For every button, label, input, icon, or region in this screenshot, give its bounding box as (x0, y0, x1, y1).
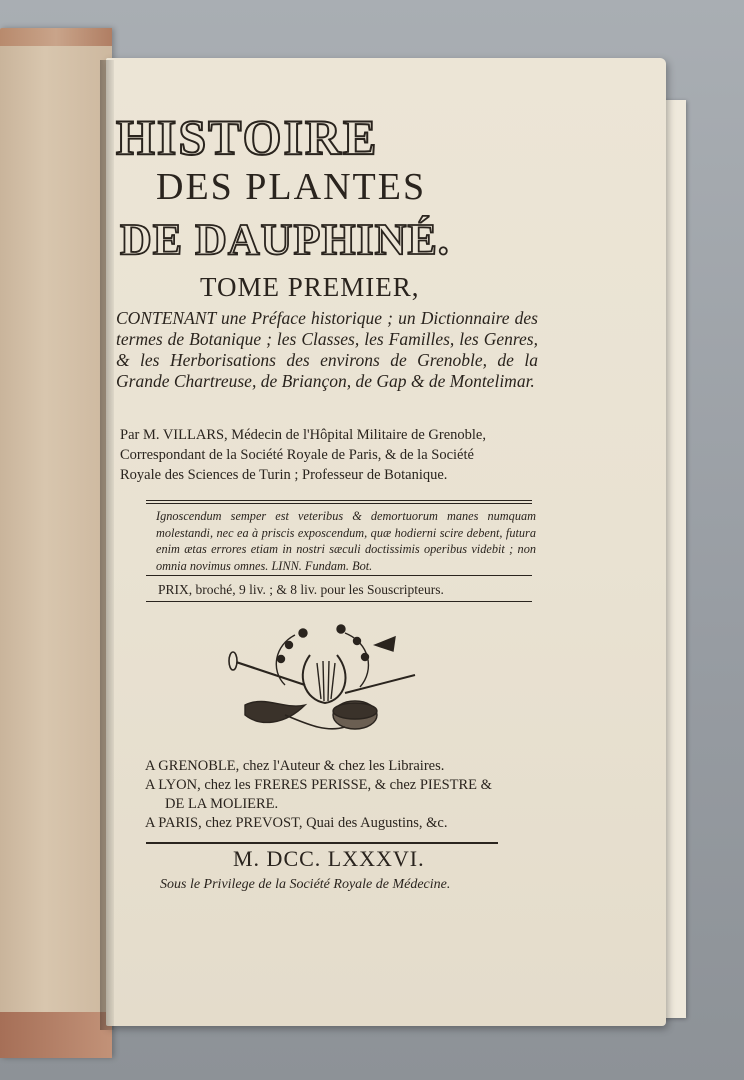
rule-top (146, 500, 532, 501)
rule-bottom (146, 601, 532, 602)
title-line-3: DE DAUPHINÉ. (120, 215, 450, 264)
publishers-block (145, 757, 545, 833)
rule-top-thin (146, 503, 532, 504)
tome-heading: TOME PREMIER, (200, 272, 420, 302)
book-gutter-shadow (100, 60, 114, 1030)
book-cover-board (0, 28, 112, 1058)
title-line-2: DES PLANTES (156, 166, 427, 208)
publisher-grenoble: A GRENOBLE, chez l'Auteur & chez les Libraires. (145, 758, 445, 774)
cover-edge-bottom (0, 1012, 112, 1058)
author-line-2: Correspondant de la Société Royale de Paris, & de la Société (120, 447, 474, 463)
contents-description: CONTENANT une Préface historique ; un Dictionnaire des termes de Botanique ; les Classes, les Familles, les Genres, & les Herborisations des environs de Grenoble, de la Grande Chartreuse, de Briançon, de Gap & de Montelimar. (116, 308, 538, 391)
privilege-line: Sous le Privilege de la Société Royale de Médecine. (160, 877, 451, 892)
author-line-1: Par M. VILLARS, Médecin de l'Hôpital Militaire de Grenoble, (120, 427, 486, 443)
engraved-vignette (225, 615, 420, 740)
rule-date (146, 842, 498, 844)
price-line: PRIX, broché, 9 liv. ; & 8 liv. pour les Souscripteurs. (158, 582, 444, 597)
publisher-paris: A PARIS, chez PREVOST, Quai des Augustins, &c. (145, 815, 448, 831)
publisher-lyon-cont: DE LA MOLIERE. (165, 796, 279, 812)
publisher-lyon: A LYON, chez les FRERES PERISSE, & chez PIESTRE & (145, 777, 492, 793)
rule-mid (146, 575, 532, 576)
latin-epigraph: Ignoscendum semper est veteribus & demortuorum manes numquam molestandi, nec ea à priscis exposcendum, quæ hodierni scire debent, futura enim ætas errores etiam in nostri sæculi doctissimis operibus videbit ; non omnia novimus omnes. LINN. Fundam. Bot. (156, 509, 536, 573)
title-line-1: HISTOIRE (116, 109, 379, 165)
cover-edge-top (0, 28, 112, 46)
publication-date: M. DCC. LXXXVI. (233, 846, 425, 871)
author-block (120, 425, 536, 485)
author-line-3: Royale des Sciences de Turin ; Professeur de Botanique. (120, 467, 448, 483)
